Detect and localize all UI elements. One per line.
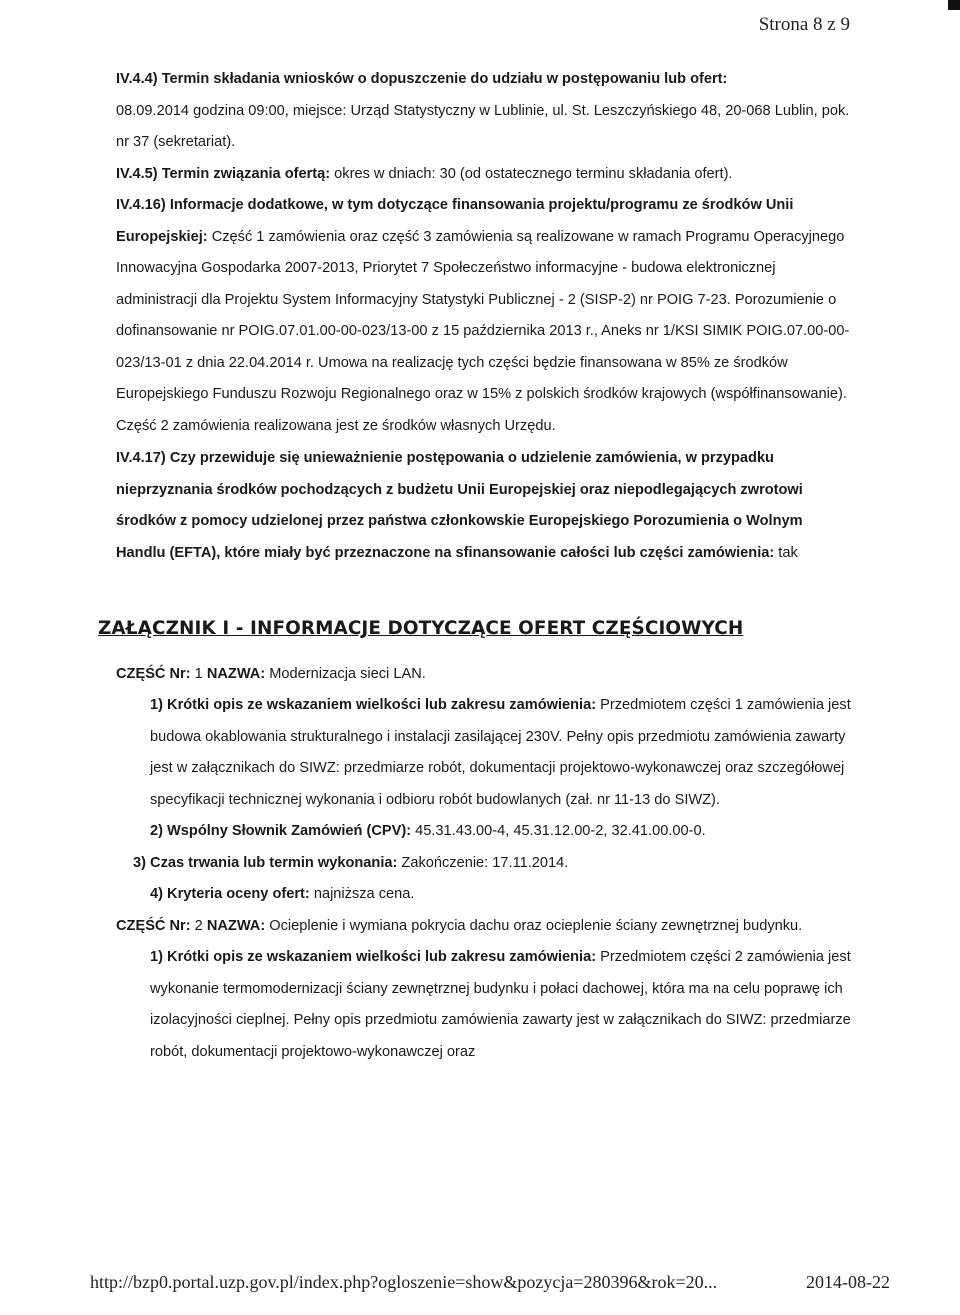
section-iv-4-16-label: IV.4.16) Informacje dodatkowe, w tym dotyczące finansowania projektu/programu ze środków Unii Europejskiej:	[116, 197, 794, 245]
section-iv-4-16	[116, 190, 856, 442]
part-2-description-text: Przedmiotem części 2 zamówienia jest wykonanie termomodernizacji ściany zewnętrznej budynku i połaci dachowej, która ma na celu poprawę ich izolacyjności cieplnej. Pełny opis przedmiotu zamówienia zawarty jest w załącznikach do SIWZ: przedmiarze robót, dokumentacji projektowo-wykonawczej oraz	[150, 949, 851, 1060]
section-iv-4-4-label: IV.4.4) Termin składania wniosków o dopuszczenie do udziału w postępowaniu lub ofert:	[116, 71, 728, 87]
part-1-description-label: 1) Krótki opis ze wskazaniem wielkości lub zakresu zamówienia:	[150, 697, 597, 713]
part-1-duration-label: 3) Czas trwania lub termin wykonania:	[133, 854, 398, 871]
part-1-description-text: Przedmiotem części 1 zamówienia jest budowa okablowania strukturalnego i instalacji zasilającej 230V. Pełny opis przedmiotu zamówienia zawarty jest w załącznikach do SIWZ: przedmiarze robót, dokumentacji projektowo-wykonawczej oraz szczegółowej specyfikacji technicznej wykonania i odbioru robót budowlanych (zał. nr 11-13 do SIWZ).	[150, 697, 851, 808]
part-1-criteria-text: najniższa cena.	[309, 886, 415, 902]
part-1-number: 1	[190, 665, 207, 682]
part-1-name-label: NAZWA:	[206, 665, 266, 682]
part-1-cpv	[116, 816, 856, 848]
part-2-description	[116, 942, 856, 1068]
section-iv-4-16-text: Część 1 zamówienia oraz część 3 zamówienia są realizowane w ramach Programu Operacyjnego Innowacyjna Gospodarka 2007-2013, Priorytet 7 Społeczeństwo informacyjne - budowa elektronicznej administracji dla Projektu System Informacyjny Statystyki Publicznej - 2 (SISP-2) nr POIG 7-23. Porozumienie o dofinansowanie nr POIG.07.01.00-00-023/13-00 z 15 października 2013 r., Aneks nr 1/KSI SIMIK POIG.07.00-00-023/13-01 z dnia 22.04.2014 r. Umowa na realizację tych części będzie finansowana w 85% ze środków Europejskiego Funduszu Rozwoju Regionalnego oraz w 15% z polskich środków krajowych (współfinansowanie). Część 2 zamówienia realizowana jest ze środków własnych Urzędu.	[116, 228, 850, 434]
part-2-number: 2	[190, 917, 207, 934]
section-iv-4-17	[116, 443, 856, 569]
part-1-criteria-label: 4) Kryteria oceny ofert:	[150, 886, 310, 902]
part-1-duration	[116, 848, 856, 880]
part-2-header	[116, 911, 856, 943]
part-1-description	[116, 690, 856, 816]
section-iv-4-17-label: IV.4.17) Czy przewiduje się unieważnienie postępowania o udzielenie zamówienia, w przypadku nieprzyznania środków pochodzących z budżetu Unii Europejskiej oraz niepodlegających zwrotowi środków z pomocy udzielonej przez państwa członkowskie Europejskiego Porozumienia o Wolnym Handlu (EFTA), które miały być przeznaczone na sfinansowanie całości lub części zamówienia:	[116, 450, 803, 561]
part-1-name: Modernizacja sieci LAN.	[265, 665, 426, 682]
section-iv-4-5-label: IV.4.5) Termin związania ofertą:	[116, 165, 331, 182]
part-1-cpv-label: 2) Wspólny Słownik Zamówień (CPV):	[150, 823, 412, 839]
part-2-name-label: NAZWA:	[206, 917, 266, 934]
part-2-number-label: CZĘŚĆ Nr:	[116, 917, 191, 934]
section-iv-4-5	[116, 159, 856, 191]
page-number: Strona 8 z 9	[758, 14, 850, 35]
part-1-criteria	[116, 879, 856, 911]
footer-date: 2014-08-22	[806, 1272, 890, 1292]
part-2-description-label: 1) Krótki opis ze wskazaniem wielkości lub zakresu zamówienia:	[150, 949, 597, 965]
part-1-cpv-text: 45.31.43.00-4, 45.31.12.00-2, 32.41.00.00-0.	[411, 823, 706, 839]
annex-title: ZAŁĄCZNIK I - INFORMACJE DOTYCZĄCE OFERT CZĘŚCIOWYCH	[98, 618, 744, 639]
part-1-header	[116, 659, 856, 691]
document-body	[98, 64, 856, 1068]
part-1-duration-text: Zakończenie: 17.11.2014.	[397, 854, 569, 871]
footer-url: http://bzp0.portal.uzp.gov.pl/index.php?ogloszenie=show&pozycja=280396&rok=20...	[90, 1272, 718, 1292]
part-2-name: Ocieplenie i wymiana pokrycia dachu oraz ocieplenie ściany zewnętrznej budynku.	[265, 917, 803, 934]
page-footer	[90, 1272, 890, 1293]
scan-corner-mark	[948, 0, 960, 10]
section-iv-4-5-text: okres w dniach: 30 (od ostatecznego terminu składania ofert).	[330, 165, 733, 182]
section-iv-4-4-text: 08.09.2014 godzina 09:00, miejsce: Urząd Statystyczny w Lublinie, ul. St. Leszczyńskiego 48, 20-068 Lublin, pok. nr 37 (sekretariat).	[116, 102, 850, 150]
section-iv-4-17-text: tak	[774, 544, 798, 561]
section-iv-4-4	[116, 64, 856, 159]
part-1-number-label: CZĘŚĆ Nr:	[116, 665, 191, 682]
